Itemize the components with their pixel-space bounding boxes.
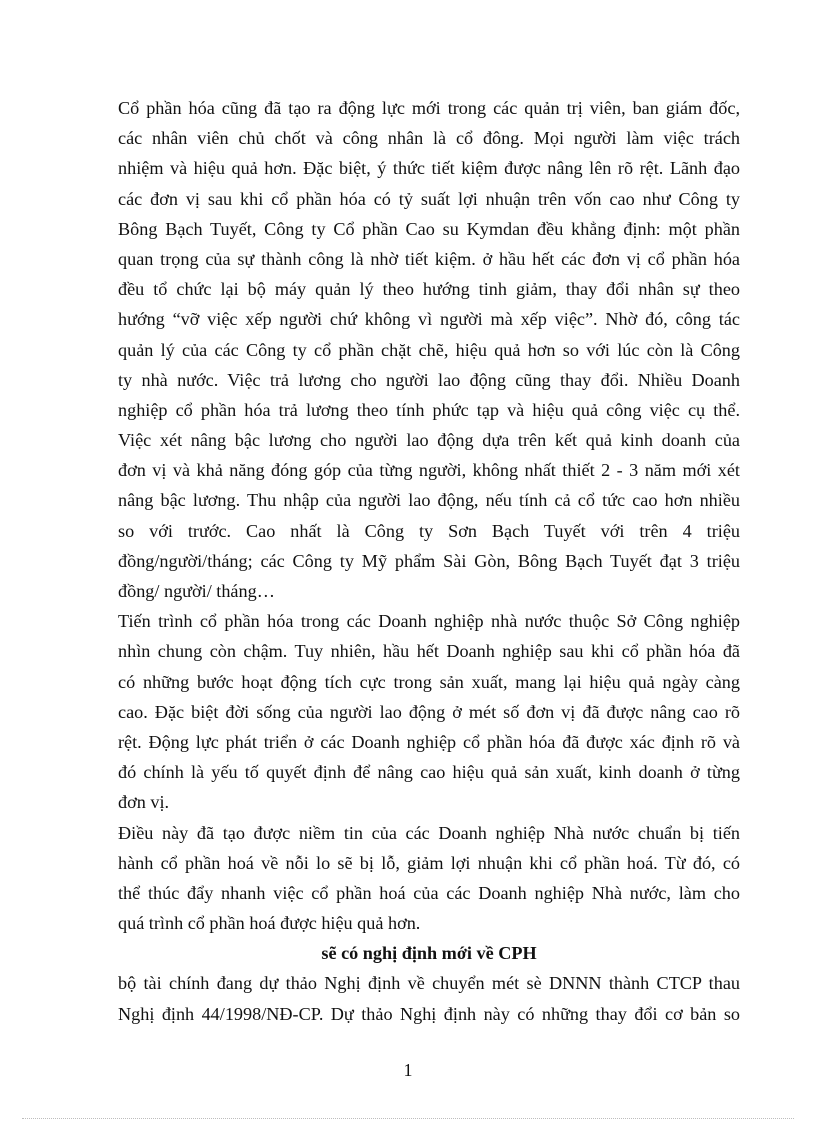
text-line: cao. Đặc biệt đời sống của người lao động ở mét số đơn vị đã được nâng cao rõ [118, 701, 740, 722]
text-line: đều tổ chức lại bộ máy quản lý theo hướng tinh giảm, thay đổi nhân sự theo [118, 279, 740, 300]
text-line: Việc xét nâng bậc lương cho người lao động dựa trên kết quả kinh doanh của [118, 430, 740, 451]
text-line: thể thúc đẩy nhanh việc cổ phần hoá của các Doanh nghiệp Nhà nước, làm cho [118, 882, 740, 903]
text-line: so với trước. Cao nhất là Công ty Sơn Bạch Tuyết với trên 4 triệu [118, 520, 740, 541]
text-line: quá trình cổ phần hoá được hiệu quả hơn. [118, 913, 421, 934]
text-line: Điều này đã tạo được niềm tin của các Doanh nghiệp Nhà nước chuẩn bị tiến [118, 822, 740, 843]
text-line: đơn vị. [118, 792, 170, 813]
text-line: quan trọng của sự thành công là nhờ tiết kiệm. ở hầu hết các đơn vị cổ phần hóa [118, 248, 740, 269]
page-number: 1 [403, 1060, 413, 1080]
text-line: rệt. Động lực phát triển ở các Doanh nghiệp cổ phần hóa đã được xác định rõ và [118, 731, 740, 752]
text-line: đó chính là yếu tố quyết định để nâng cao hiệu quả sản xuất, kinh doanh ở từng [118, 762, 740, 783]
text-line: Tiến trình cổ phần hóa trong các Doanh nghiệp nhà nước thuộc Sở Công nghiệp [118, 611, 740, 632]
text-line: nhiệm và hiệu quả hơn. Đặc biệt, ý thức tiết kiệm được nâng lên rõ rệt. Lãnh đạo [118, 158, 740, 179]
text-line: Cổ phần hóa cũng đã tạo ra động lực mới trong các quản trị viên, ban giám đốc, [118, 98, 740, 118]
text-line: nâng bậc lương. Thu nhập của người lao động, nếu tính cả cổ tức cao hơn nhiều [118, 490, 740, 511]
text-line: đồng/ người/ tháng… [118, 581, 275, 601]
text-line: ty nhà nước. Việc trả lương cho người lao động cũng thay đổi. Nhiều Doanh [118, 369, 740, 390]
text-line: đơn vị và khả năng đóng góp của từng người, không nhất thiết 2 - 3 năm mới xét [118, 460, 740, 481]
text-line: nghiệp cổ phần hóa trả lương theo tính phức tạp và hiệu quả công việc cụ thể. [118, 399, 740, 420]
text-line: hành cổ phần hoá về nỗi lo sẽ bị lỗ, giảm lợi nhuận khi cổ phần hoá. Từ đó, có [118, 852, 740, 873]
text-line: các đơn vị sau khi cổ phần hóa có tỷ suất lợi nhuận trên vốn cao như Công ty [118, 188, 740, 209]
text-line: quản lý của các Công ty cổ phần chặt chẽ, hiệu quả hơn so với lúc còn là Công [118, 339, 740, 360]
text-line: Bông Bạch Tuyết, Công ty Cổ phần Cao su Kymdan đều khẳng định: một phần [118, 218, 740, 239]
text-line: các nhân viên chủ chốt và công nhân là cổ đông. Mọi người làm việc trách [118, 128, 740, 149]
section-heading: sẽ có nghị định mới về CPH [321, 943, 537, 964]
text-line: hướng “vỡ việc xếp người chứ không vì người mà xếp việc”. Nhờ đó, công tác [118, 309, 740, 330]
text-line: Nghị định 44/1998/NĐ-CP. Dự thảo Nghị định này có những thay đổi cơ bản so [118, 1003, 740, 1024]
text-line: bộ tài chính đang dự thảo Nghị định về chuyển mét sè DNNN thành CTCP thau [118, 973, 740, 994]
body-text [118, 93, 740, 1029]
page-footer-divider [22, 1118, 794, 1119]
text-line: nhìn chung còn chậm. Tuy nhiên, hầu hết Doanh nghiệp sau khi cổ phần hóa đã [118, 641, 740, 662]
text-line: có những bước hoạt động tích cực trong sản xuất, mang lại hiệu quả ngày càng [118, 671, 740, 692]
text-line: đồng/người/tháng; các Công ty Mỹ phẩm Sài Gòn, Bông Bạch Tuyết đạt 3 triệu [118, 550, 740, 571]
